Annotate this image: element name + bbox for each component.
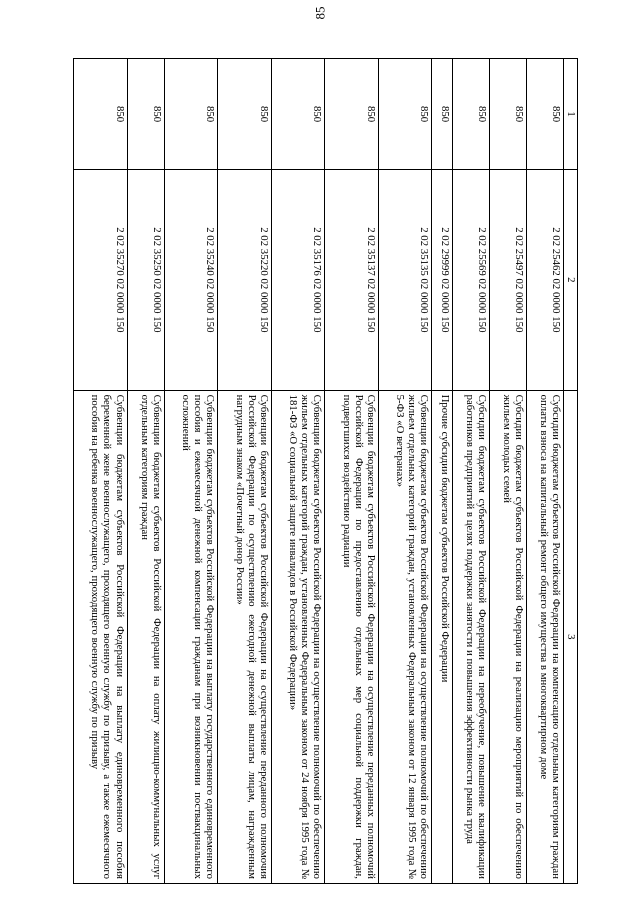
- table-row: [218, 59, 272, 884]
- table-row: [271, 59, 325, 884]
- column-header: 3: [564, 390, 578, 883]
- table-row: [164, 59, 218, 884]
- income-name-cell: Субвенции бюджетам субъектов Российской Федерации на осуществление полномочий по обеспечению жильем отдельных категорий граждан, установленных Федеральным законом от 24 ноября 1995 года № 181-ФЗ «О социальной защите инвалидов в Российской Федерации»: [271, 390, 325, 883]
- column-header: 1: [564, 59, 578, 170]
- rotated-table-container: [73, 58, 578, 884]
- admin-code-cell: 850: [452, 59, 489, 170]
- admin-code-cell: 850: [325, 59, 379, 170]
- admin-code-cell: 850: [489, 59, 526, 170]
- budget-code-cell: 2 02 25462 02 0000 150: [526, 170, 563, 391]
- income-name-cell: Субвенции бюджетам субъектов Российской Федерации на осуществление полномочий по обеспечению жильем отдельных категорий граждан, установленных Федеральным законом от 12 января 1995 года № 5-ФЗ «О ветеранах»: [378, 390, 432, 883]
- income-name-cell: Прочие субсидии бюджетам субъектов Российской Федерации: [432, 390, 453, 883]
- table-row: [127, 59, 164, 884]
- admin-code-cell: 850: [432, 59, 453, 170]
- budget-code-cell: 2 02 25569 02 0000 150: [452, 170, 489, 391]
- budget-code-cell: 2 02 35137 02 0000 150: [325, 170, 379, 391]
- admin-code-cell: 850: [127, 59, 164, 170]
- budget-code-cell: 2 02 35240 02 0000 150: [164, 170, 218, 391]
- budget-code-cell: 2 02 35250 02 0000 150: [127, 170, 164, 391]
- income-name-cell: Субвенции бюджетам субъектов Российской Федерации на выплату единовременного пособия беременной жене военнослужащего, проходящего военную службу по призыву, а также ежемесячного пособия на ребенка военнослужащего, проходящего военную службу по призыву: [74, 390, 128, 883]
- income-name-cell: Субсидии бюджетам субъектов Российской Федерации на реализацию мероприятий по обеспечению жильем молодых семей: [489, 390, 526, 883]
- admin-code-cell: 850: [218, 59, 272, 170]
- budget-table: [73, 58, 578, 884]
- admin-code-cell: 850: [378, 59, 432, 170]
- income-name-cell: Субсидии бюджетам субъектов Российской Федерации на переобучение, повышение квалификации работников предприятий в целях поддержки занятости и повышения эффективности рынка труда: [452, 390, 489, 883]
- table-row: [489, 59, 526, 884]
- budget-code-cell: 2 02 29999 02 0000 150: [432, 170, 453, 391]
- page-number: 85: [312, 6, 327, 20]
- admin-code-cell: 850: [74, 59, 128, 170]
- table-header-row: [564, 59, 578, 884]
- admin-code-cell: 850: [164, 59, 218, 170]
- income-name-cell: Субсидии бюджетам субъектов Российской Федерации на компенсацию отдельным категориям граждан оплаты взноса на капитальный ремонт общего имущества в многоквартирном доме: [526, 390, 563, 883]
- income-name-cell: Субвенции бюджетам субъектов Российской Федерации на осуществление переданного полномочия Российской Федерации по осуществлению ежегодной денежной выплаты лицам, награжденным нагрудным знаком «Почетный донор России»: [218, 390, 272, 883]
- admin-code-cell: 850: [271, 59, 325, 170]
- table-row: [74, 59, 128, 884]
- table-row: [325, 59, 379, 884]
- column-header: 2: [564, 170, 578, 391]
- income-name-cell: Субвенции бюджетам субъектов Российской Федерации на оплату жилищно-коммунальных услуг отдельным категориям граждан: [127, 390, 164, 883]
- income-name-cell: Субвенции бюджетам субъектов Российской Федерации на выплату государственного единовременного пособия и ежемесячной денежной компенсации гражданам при возникновении поствакцинальных осложнений: [164, 390, 218, 883]
- budget-code-cell: 2 02 35220 02 0000 150: [218, 170, 272, 391]
- admin-code-cell: 850: [526, 59, 563, 170]
- table-row: [432, 59, 453, 884]
- table-row: [526, 59, 563, 884]
- table-row: [378, 59, 432, 884]
- budget-code-cell: 2 02 35270 02 0000 150: [74, 170, 128, 391]
- budget-code-cell: 2 02 25497 02 0000 150: [489, 170, 526, 391]
- budget-code-cell: 2 02 35135 02 0000 150: [378, 170, 432, 391]
- income-name-cell: Субвенции бюджетам субъектов Российской Федерации на осуществление переданных полномочий Российской Федерации по предоставлению отдельных мер социальной поддержки граждан, подвергшихся воздействию радиации: [325, 390, 379, 883]
- table-row: [452, 59, 489, 884]
- budget-code-cell: 2 02 35176 02 0000 150: [271, 170, 325, 391]
